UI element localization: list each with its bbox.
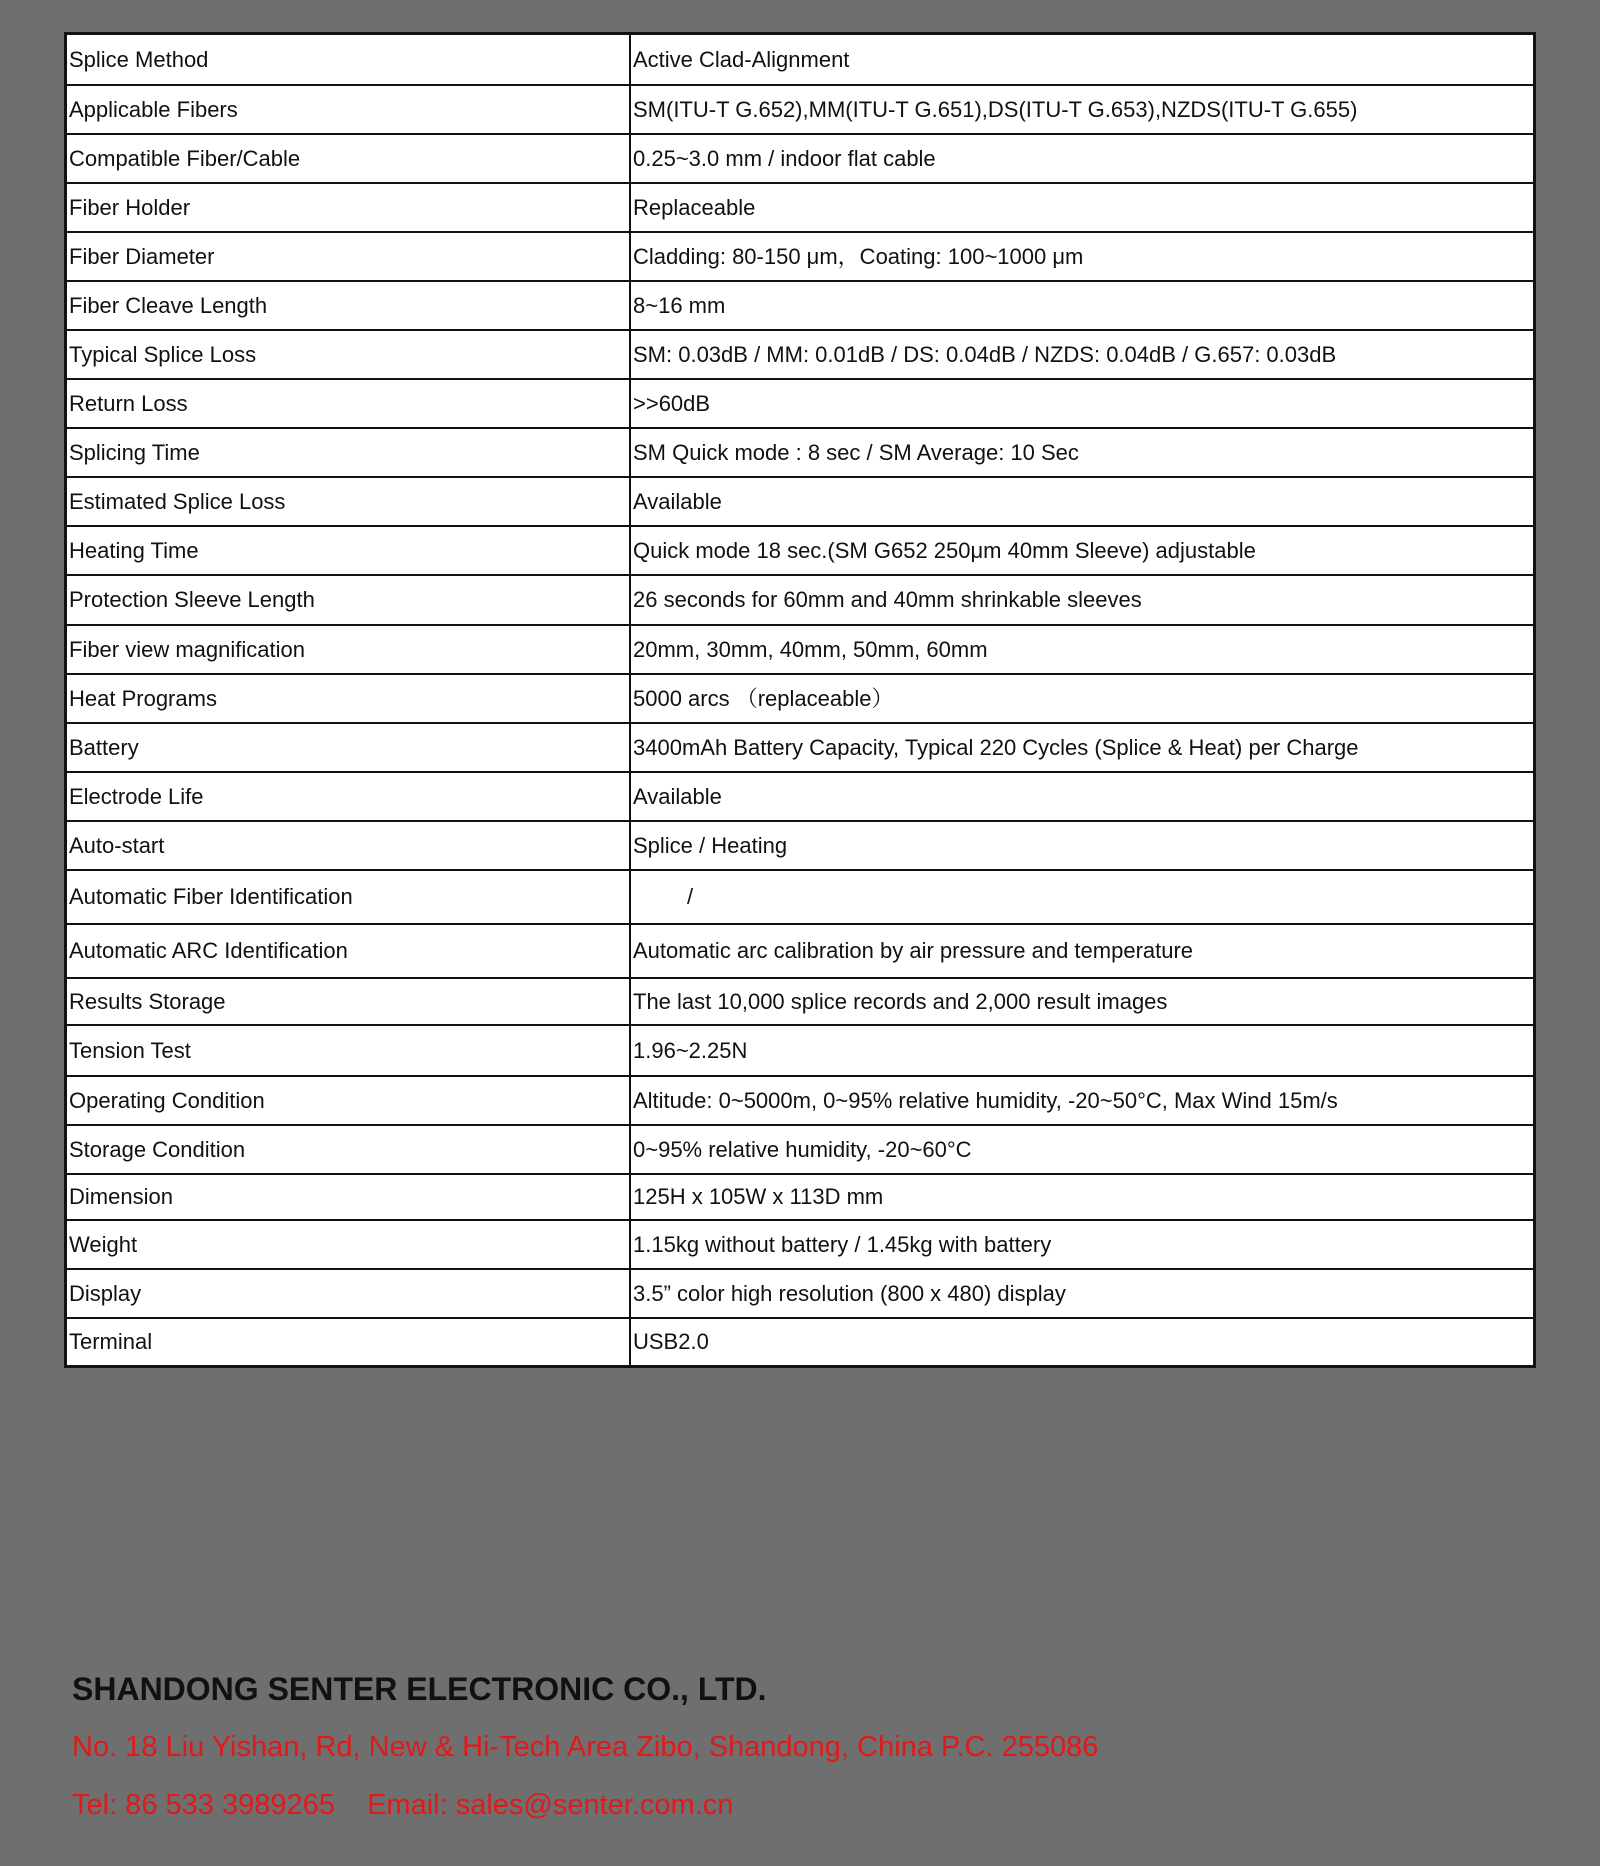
spec-value: The last 10,000 splice records and 2,000 result images (630, 978, 1535, 1025)
spec-value: 125H x 105W x 113D mm (630, 1174, 1535, 1220)
spec-value: 5000 arcs （replaceable） (630, 674, 1535, 723)
spec-value: 26 seconds for 60mm and 40mm shrinkable sleeves (630, 575, 1535, 625)
spec-value: 3.5” color high resolution (800 x 480) display (630, 1269, 1535, 1318)
spec-label: Splice Method (66, 34, 631, 85)
spec-row (66, 34, 1535, 85)
spec-value: 0~95% relative humidity, -20~60°C (630, 1125, 1535, 1174)
spec-label: Battery (66, 723, 631, 772)
spec-value: 3400mAh Battery Capacity, Typical 220 Cycles (Splice & Heat) per Charge (630, 723, 1535, 772)
spec-row (66, 1174, 1535, 1220)
spec-value: Replaceable (630, 183, 1535, 232)
spec-label: Dimension (66, 1174, 631, 1220)
spec-label: Heating Time (66, 526, 631, 575)
spec-row (66, 1025, 1535, 1076)
spec-value: >>60dB (630, 379, 1535, 428)
spec-label: Fiber Holder (66, 183, 631, 232)
spec-value: 8~16 mm (630, 281, 1535, 330)
spec-value: Altitude: 0~5000m, 0~95% relative humidity, -20~50°C, Max Wind 15m/s (630, 1076, 1535, 1125)
spec-row (66, 526, 1535, 575)
company-footer (72, 1660, 1532, 1834)
spec-row (66, 379, 1535, 428)
spec-row (66, 772, 1535, 821)
spec-label: Splicing Time (66, 428, 631, 477)
spec-row (66, 924, 1535, 978)
spec-label: Return Loss (66, 379, 631, 428)
spec-row (66, 232, 1535, 281)
spec-label: Estimated Splice Loss (66, 477, 631, 526)
spec-label: Auto-start (66, 821, 631, 870)
spec-label: Electrode Life (66, 772, 631, 821)
spec-label: Typical Splice Loss (66, 330, 631, 379)
company-tel: Tel: 86 533 3989265 (72, 1789, 335, 1821)
spec-value: Quick mode 18 sec.(SM G652 250μm 40mm Sleeve) adjustable (630, 526, 1535, 575)
spec-value: SM Quick mode : 8 sec / SM Average: 10 Sec (630, 428, 1535, 477)
spec-label: Protection Sleeve Length (66, 575, 631, 625)
spec-row (66, 674, 1535, 723)
company-name: SHANDONG SENTER ELECTRONIC CO., LTD. (72, 1671, 767, 1707)
spec-value: SM(ITU-T G.652),MM(ITU-T G.651),DS(ITU-T G.653),NZDS(ITU-T G.655) (630, 85, 1535, 134)
spec-value: Splice / Heating (630, 821, 1535, 870)
spec-label: Fiber view magnification (66, 625, 631, 674)
company-address: No. 18 Liu Yishan, Rd, New & Hi-Tech Area Zibo, Shandong, China P.C. 255086 (72, 1731, 1099, 1763)
spec-value: USB2.0 (630, 1318, 1535, 1367)
spec-value: 1.96~2.25N (630, 1025, 1535, 1076)
spec-label: Heat Programs (66, 674, 631, 723)
spec-row (66, 978, 1535, 1025)
spec-row (66, 1125, 1535, 1174)
company-email: Email: sales@senter.com.cn (367, 1789, 734, 1821)
spec-row (66, 1220, 1535, 1269)
spec-value: Automatic arc calibration by air pressure and temperature (630, 924, 1535, 978)
spec-table-body (66, 34, 1535, 1367)
spec-label: Fiber Cleave Length (66, 281, 631, 330)
spec-row (66, 85, 1535, 134)
company-contact (72, 1776, 1532, 1834)
spec-value: 20mm, 30mm, 40mm, 50mm, 60mm (630, 625, 1535, 674)
spec-value: SM: 0.03dB / MM: 0.01dB / DS: 0.04dB / NZDS: 0.04dB / G.657: 0.03dB (630, 330, 1535, 379)
spec-row (66, 723, 1535, 772)
spec-row (66, 477, 1535, 526)
spec-value: Available (630, 772, 1535, 821)
spec-table (64, 32, 1536, 1368)
spec-row (66, 575, 1535, 625)
spec-row (66, 821, 1535, 870)
spec-label: Compatible Fiber/Cable (66, 134, 631, 183)
spec-label: Operating Condition (66, 1076, 631, 1125)
spec-row (66, 625, 1535, 674)
spec-row (66, 330, 1535, 379)
spec-row (66, 183, 1535, 232)
spec-row (66, 281, 1535, 330)
spec-value: 1.15kg without battery / 1.45kg with battery (630, 1220, 1535, 1269)
spec-row (66, 1076, 1535, 1125)
spec-row (66, 134, 1535, 183)
spec-row (66, 870, 1535, 924)
spec-label: Tension Test (66, 1025, 631, 1076)
spec-label: Fiber Diameter (66, 232, 631, 281)
spec-value: Active Clad-Alignment (630, 34, 1535, 85)
spec-label: Weight (66, 1220, 631, 1269)
spec-value: Cladding: 80-150 μm，Coating: 100~1000 μm (630, 232, 1535, 281)
spec-label: Results Storage (66, 978, 631, 1025)
spec-value: 0.25~3.0 mm / indoor flat cable (630, 134, 1535, 183)
spec-label: Applicable Fibers (66, 85, 631, 134)
spec-value: Available (630, 477, 1535, 526)
spec-label: Automatic Fiber Identification (66, 870, 631, 924)
spec-label: Display (66, 1269, 631, 1318)
spec-value: / (630, 870, 1535, 924)
spec-label: Automatic ARC Identification (66, 924, 631, 978)
spec-label: Storage Condition (66, 1125, 631, 1174)
spec-row (66, 1269, 1535, 1318)
spec-row (66, 428, 1535, 477)
spec-row (66, 1318, 1535, 1367)
spec-label: Terminal (66, 1318, 631, 1367)
contact-gap (335, 1789, 367, 1821)
